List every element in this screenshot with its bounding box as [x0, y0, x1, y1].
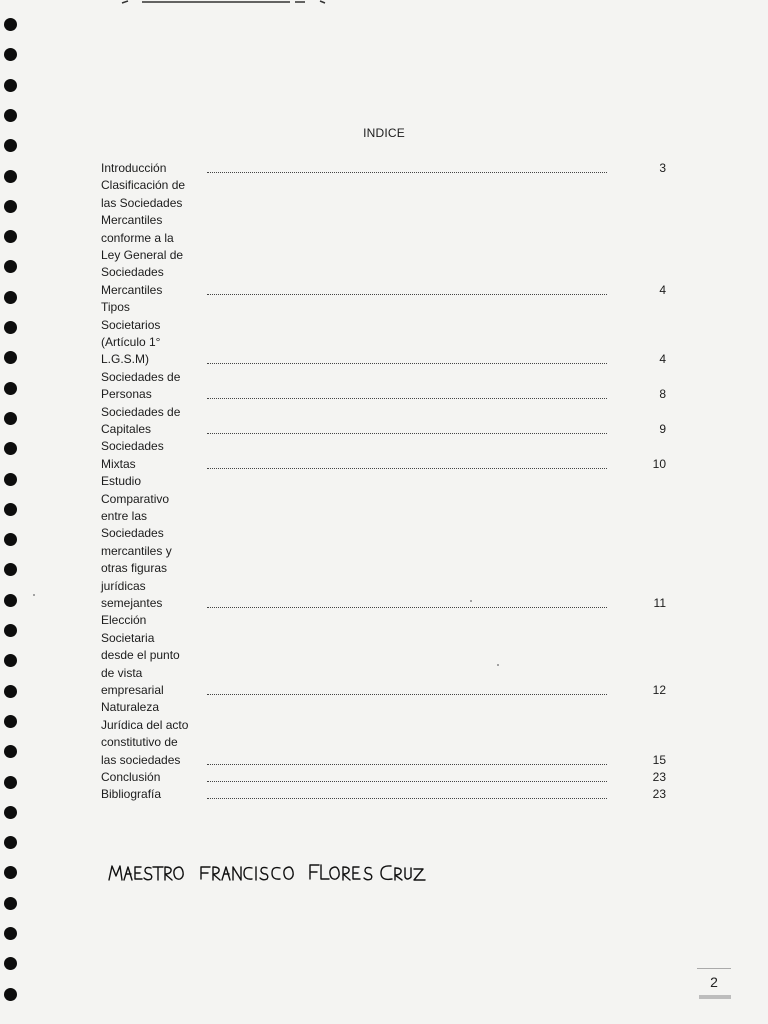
toc-entry-label	[101, 769, 201, 786]
toc-entry-label-line: empresarial	[101, 683, 164, 698]
toc-entry-label-line: Jurídica del acto	[101, 717, 189, 732]
toc-entry-label-line: Sociedades	[101, 526, 164, 541]
toc-page-number: 4	[659, 352, 666, 367]
toc-entry-label-line: Naturaleza	[101, 700, 160, 715]
toc-page-number: 3	[659, 161, 666, 175]
toc-page-number: 8	[659, 387, 666, 402]
scan-speck	[470, 600, 472, 602]
toc-entry-label-line: Capitales	[101, 422, 152, 436]
toc-entry-label-line: Bibliografía	[101, 787, 162, 802]
toc-entry-label-line: Sociedades de	[101, 404, 181, 419]
toc-entry-label-line: Mixtas	[101, 456, 136, 471]
toc-page-number: 11	[653, 596, 666, 610]
toc-entry-label-line: Comparativo	[101, 491, 170, 506]
toc-entry-label-line: las sociedades	[101, 752, 181, 767]
toc-leader-dots	[207, 798, 607, 799]
toc-entry-label-line: jurídicas	[101, 578, 146, 593]
toc-leader-dots	[207, 764, 607, 765]
toc-entry-label-line: Mercantiles	[101, 282, 163, 297]
toc-page-number: 23	[652, 770, 666, 784]
toc-entry-label-line: Conclusión	[101, 770, 161, 784]
toc-entry-label-line: Personas	[101, 387, 152, 402]
toc-entry-label-line: conforme a la	[101, 230, 174, 245]
toc-page-number: 15	[652, 752, 666, 767]
toc-page-number: 10	[652, 456, 666, 471]
toc-leader-dots	[207, 172, 607, 173]
toc-entry-label-line: Elección	[101, 613, 147, 628]
toc-entry-label	[101, 160, 201, 177]
handwritten-signature	[105, 858, 445, 890]
toc-entry-label-line: desde el punto	[101, 648, 180, 663]
toc-entry-label	[101, 786, 201, 803]
toc-leader-dots	[207, 433, 607, 434]
toc-entry-label	[101, 699, 201, 769]
document-title: INDICE	[363, 126, 405, 140]
toc-leader-dots	[207, 363, 607, 364]
toc-leader-dots	[207, 694, 607, 695]
toc-entry-label-line: Estudio	[101, 474, 142, 489]
toc-entry-label-line: Sociedades de	[101, 369, 181, 384]
toc-page-number: 12	[652, 683, 666, 697]
toc-entry-label-line: mercantiles y	[101, 543, 172, 558]
toc-entry-label-line: Societaria	[101, 630, 155, 645]
page-number-rule	[697, 968, 731, 969]
toc-entry-label-line: entre las	[101, 509, 148, 523]
toc-entry-label	[101, 299, 201, 369]
page-number: 2	[710, 974, 718, 990]
toc-entry-label-line: de vista	[101, 665, 143, 680]
toc-entry-label	[101, 404, 201, 439]
toc-leader-dots	[207, 398, 607, 399]
toc-entry-label	[101, 177, 201, 299]
toc-entry-label-line: Sociedades	[101, 439, 164, 454]
toc-entry-label-line: Societarios	[101, 317, 161, 332]
toc-entry-label	[101, 473, 201, 612]
toc-leader-dots	[207, 468, 607, 469]
toc-entry-label	[101, 612, 201, 699]
toc-entry-label-line: semejantes	[101, 596, 163, 611]
toc-entry-label-line: Mercantiles	[101, 213, 163, 228]
toc-leader-dots	[207, 294, 607, 295]
toc-entry-label-line: Ley General de	[101, 248, 184, 263]
scan-speck	[497, 664, 499, 666]
scan-speck	[33, 594, 35, 596]
page-number-footer-bar	[699, 995, 731, 999]
toc-entry-label-line: (Artículo 1°	[101, 335, 161, 349]
toc-entry-label-line: otras figuras	[101, 561, 168, 576]
toc-entry-label-line: L.G.S.M)	[101, 352, 150, 367]
toc-leader-dots	[207, 781, 607, 782]
toc-entry-label	[101, 438, 201, 473]
toc-page-number: 9	[659, 422, 666, 436]
toc-leader-dots	[207, 607, 607, 608]
toc-page-number: 4	[659, 282, 666, 297]
toc-entry-label-line: Introducción	[101, 161, 167, 175]
toc-entry-label	[101, 369, 201, 404]
toc-entry-label-line: Sociedades	[101, 265, 164, 280]
toc-entry-label-line: Clasificación de	[101, 178, 186, 193]
page-number-box	[697, 966, 735, 1000]
toc-entry-label-line: las Sociedades	[101, 195, 183, 210]
toc-entry-label-line: constitutivo de	[101, 735, 178, 750]
toc-page-number: 23	[652, 787, 666, 802]
toc-entry-label-line: Tipos	[101, 300, 130, 315]
